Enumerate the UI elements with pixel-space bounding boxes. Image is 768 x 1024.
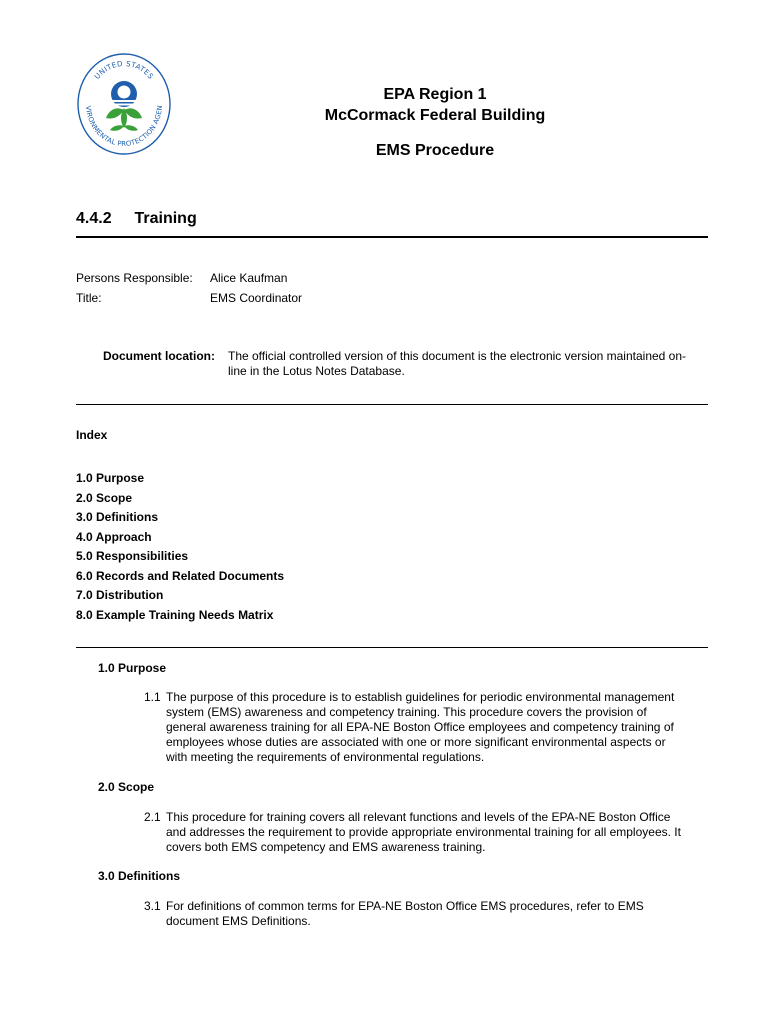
index-item: 3.0 Definitions	[76, 510, 159, 524]
index-item: 4.0 Approach	[76, 530, 152, 544]
section-title	[76, 210, 197, 228]
purpose-item-number: 1.1	[144, 690, 161, 704]
title-label: Title:	[76, 291, 102, 305]
persons-responsible-value: Alice Kaufman	[210, 271, 288, 285]
header-region: EPA Region 1	[383, 86, 487, 103]
index-item: 2.0 Scope	[76, 491, 133, 505]
index-rule	[76, 647, 708, 648]
persons-responsible-label: Persons Responsible:	[76, 271, 193, 285]
location-rule	[76, 404, 708, 405]
scope-item-text: This procedure for training covers all relevant functions and levels of the EPA-NE Boston Office and addresses the requirement to provide appropriate environmental training for all employees. It covers both EMS competency and EMS awareness training.	[166, 810, 681, 854]
section-rule	[76, 236, 708, 238]
document-location-label: Document location:	[103, 349, 216, 363]
purpose-item-text: The purpose of this procedure is to establish guidelines for periodic environmental management system (EMS) awareness and competency training. This procedure covers the provision of general awareness training for all EPA-NE Boston Office employees and competency training of employees whose duties are associated with one or more significant environmental aspects or with meeting the requirements of environmental regulations.	[166, 690, 675, 764]
header-procedure: EMS Procedure	[375, 142, 495, 159]
svg-text:UNITED STATES: UNITED STATES	[92, 58, 156, 81]
definitions-item-number: 3.1	[144, 899, 161, 913]
section-number: 4.4.2	[76, 210, 112, 227]
index-item: 6.0 Records and Related Documents	[76, 569, 285, 583]
index-item: 5.0 Responsibilities	[76, 549, 189, 563]
header-building: McCormack Federal Building	[324, 107, 546, 124]
scope-item-number: 2.1	[144, 810, 161, 824]
scope-heading: 2.0 Scope	[98, 780, 155, 794]
purpose-heading: 1.0 Purpose	[98, 661, 167, 675]
index-heading: Index	[76, 428, 108, 442]
section-name: Training	[134, 210, 197, 227]
definitions-heading: 3.0 Definitions	[98, 869, 181, 883]
index-item: 1.0 Purpose	[76, 471, 145, 485]
title-value: EMS Coordinator	[210, 291, 303, 305]
epa-seal-icon	[76, 52, 172, 156]
epa-seal-logo	[76, 52, 172, 156]
document-location-text: The official controlled version of this document is the electronic version maintained on-line in the Lotus Notes Database.	[228, 349, 687, 378]
definitions-item-text: For definitions of common terms for EPA-NE Boston Office EMS procedures, refer to EMS document EMS Definitions.	[166, 899, 644, 928]
index-item: 8.0 Example Training Needs Matrix	[76, 608, 274, 622]
svg-text:ENVIRONMENTAL PROTECTION AGENC: VIRONMENTAL PROTECTION AGEN	[83, 104, 165, 149]
index-item: 7.0 Distribution	[76, 588, 164, 602]
